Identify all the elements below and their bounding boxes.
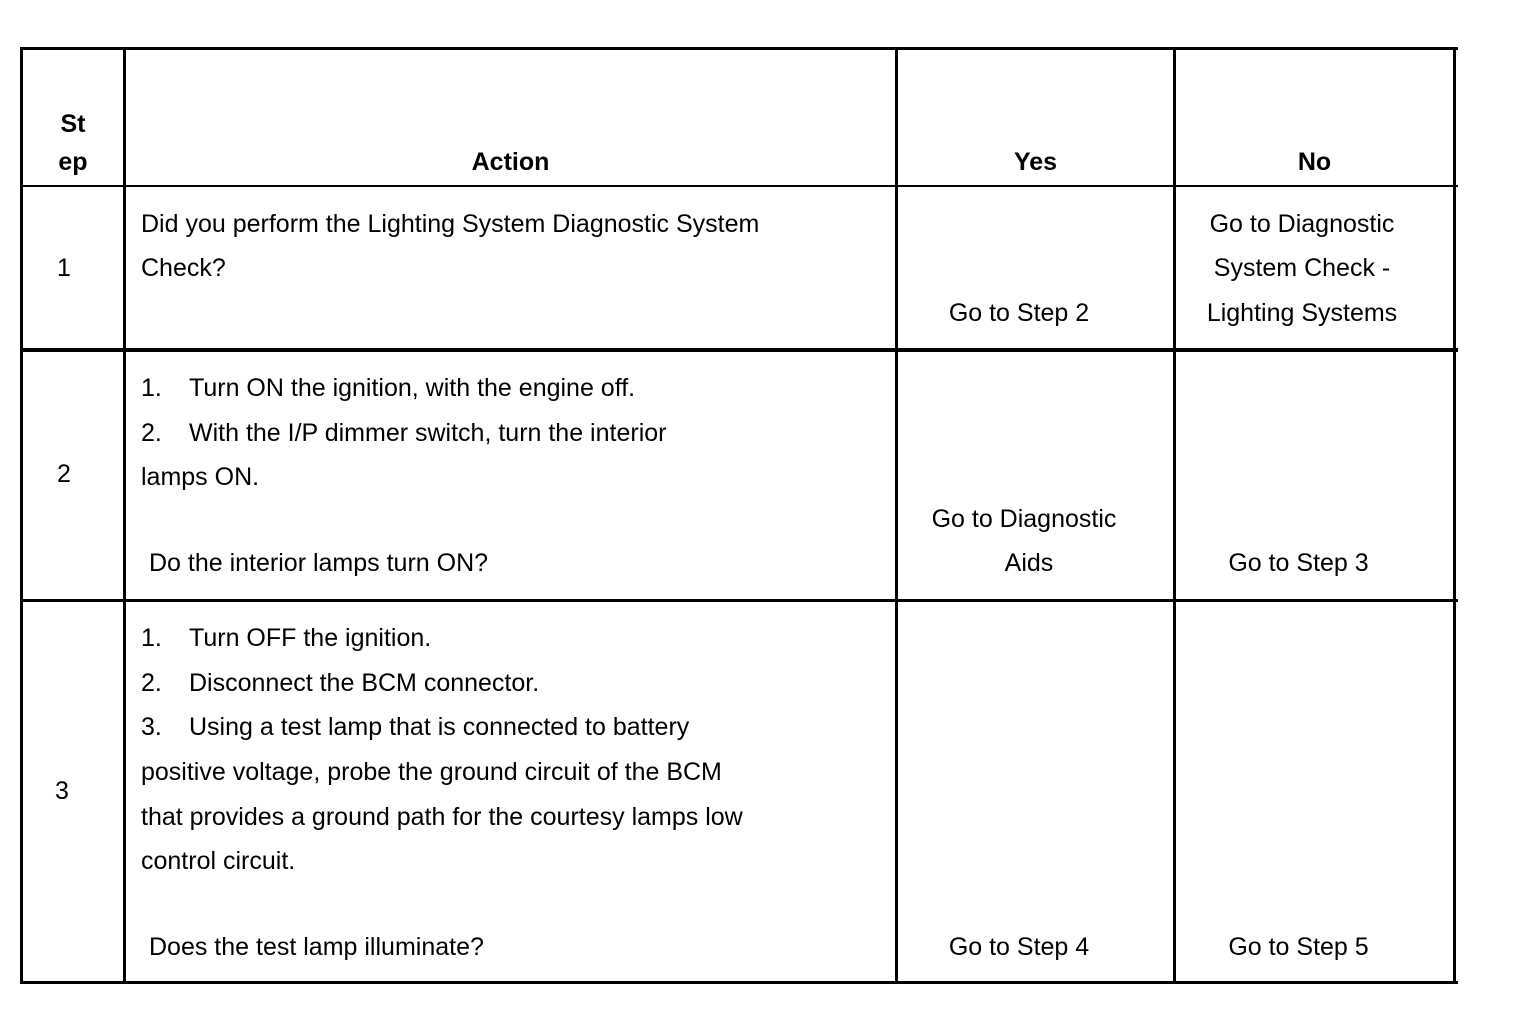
list-text: Disconnect the BCM connector. [189,669,540,697]
row-2-no: Go to Step 3 [1228,549,1369,577]
step-column-border [123,47,126,984]
row-3-list-item [141,661,539,706]
list-text: With the I/P dimmer switch, turn the interior [189,419,667,447]
row-3-no: Go to Step 5 [1228,933,1369,961]
list-number: 2. [141,669,162,697]
row-3-list-item [141,705,689,750]
row-2-list-item [141,366,635,411]
row-2-list-continuation: lamps ON. [141,463,260,491]
list-number: 3. [141,713,162,741]
table-top-border [20,47,1458,50]
list-number: 1. [141,624,162,652]
row-2-step: 2 [57,460,71,488]
list-text: Turn OFF the ignition. [189,624,432,652]
row-3-list-item [141,616,431,661]
row-1-yes: Go to Step 2 [948,299,1090,327]
row-2-question: Do the interior lamps turn ON? [149,549,489,577]
row-3-continuation-line1: positive voltage, probe the ground circuit of the BCM [141,758,722,786]
row-1-step: 1 [57,254,71,282]
header-step-line1: St [60,110,86,138]
list-number: 1. [141,374,162,402]
row-1-action-line2: Check? [141,254,226,282]
header-yes: Yes [1013,148,1058,176]
table-right-border [1453,47,1456,984]
yes-column-border [1173,47,1176,984]
row-2-yes-line1: Go to Diagnostic [931,505,1117,533]
header-step-line2: ep [58,148,88,176]
header-no: No [1297,148,1332,176]
list-text: Using a test lamp that is connected to battery [189,713,690,741]
row-2-bottom-border [20,599,1458,602]
row-1-action-line1: Did you perform the Lighting System Diagnostic System [141,210,760,238]
diagnostic-table [20,47,1458,984]
row-3-continuation-line2: that provides a ground path for the courtesy lamps low [141,803,743,831]
table-bottom-border [20,981,1458,984]
row-1-no-line2: System Check - [1213,254,1391,282]
row-1-no-line1: Go to Diagnostic [1209,210,1395,238]
row-1-no-line3: Lighting Systems [1206,299,1398,327]
row-3-yes: Go to Step 4 [948,933,1090,961]
row-3-question: Does the test lamp illuminate? [149,933,484,961]
row-2-list-item [141,411,666,456]
list-text: Turn ON the ignition, with the engine off. [189,374,636,402]
header-bottom-border [20,185,1458,187]
table-left-border [20,47,23,984]
row-2-yes-line2: Aids [1004,549,1054,577]
row-3-continuation-line3: control circuit. [141,847,296,875]
row-1-bottom-border [20,348,1458,352]
header-action: Action [471,148,550,176]
row-3-step: 3 [55,777,69,805]
list-number: 2. [141,419,162,447]
